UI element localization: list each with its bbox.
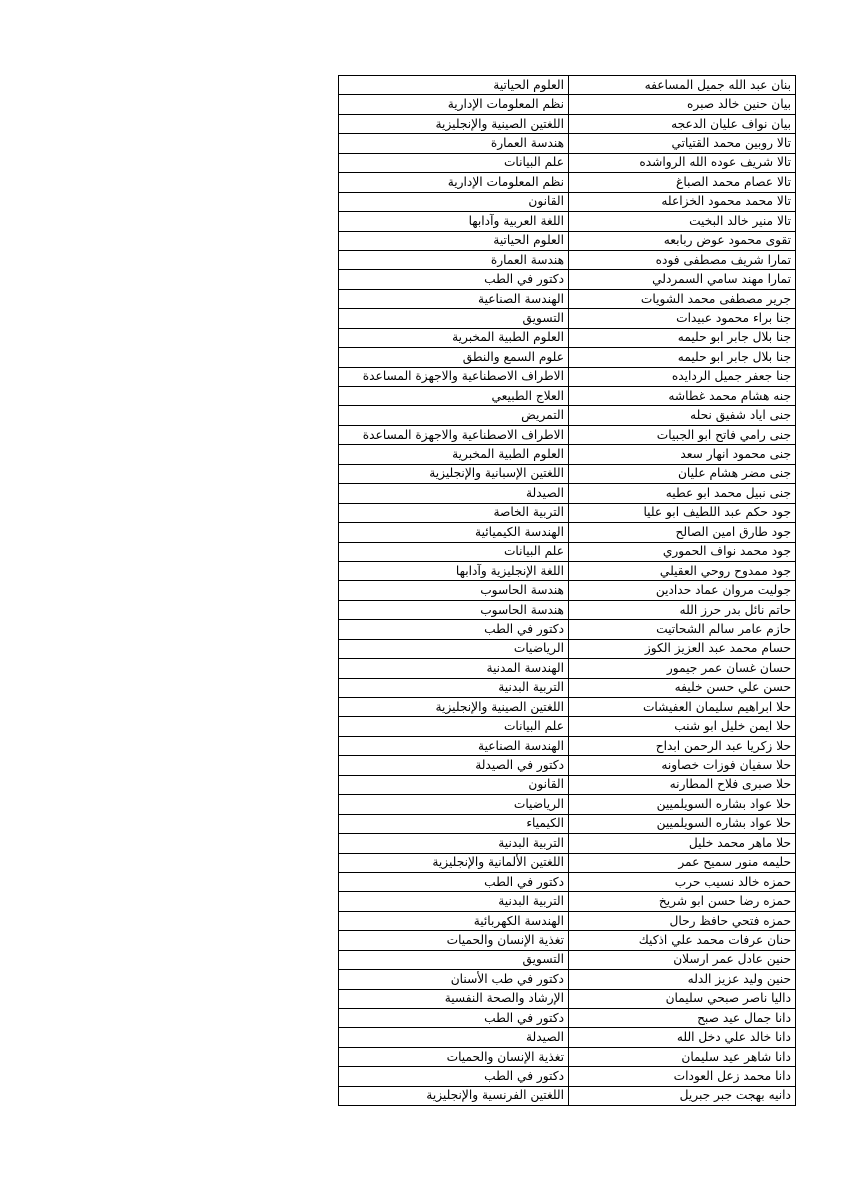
student-name-cell: بنان عبد الله جميل المساعفه (569, 76, 796, 95)
major-cell: اللغتين الصينية والإنجليزية (339, 698, 569, 717)
student-name-cell: دانا محمد زعل العودات (569, 1067, 796, 1086)
major-cell: دكتور في الطب (339, 1067, 569, 1086)
major-cell: العلوم الحياتية (339, 76, 569, 95)
student-name-cell: حلا عواد بشاره السويلميين (569, 814, 796, 833)
student-name-cell: حنين عادل عمر ارسلان (569, 950, 796, 969)
table-row (339, 289, 796, 308)
student-name-cell: داليا ناصر صبحي سليمان (569, 989, 796, 1008)
student-name-cell: دانا جمال عيد صبح (569, 1009, 796, 1028)
table-row (339, 698, 796, 717)
table-row (339, 872, 796, 891)
major-cell: اللغتين الصينية والإنجليزية (339, 114, 569, 133)
student-name-cell: بيان حنين خالد صبره (569, 95, 796, 114)
student-name-cell: بيان نواف عليان الدعجه (569, 114, 796, 133)
student-name-cell: دانا خالد علي دخل الله (569, 1028, 796, 1047)
major-cell: اللغتين الألمانية والإنجليزية (339, 853, 569, 872)
student-major-table (338, 75, 796, 1106)
table-row (339, 892, 796, 911)
major-cell: الاطراف الاصطناعية والاجهزة المساعدة (339, 367, 569, 386)
table-row (339, 911, 796, 930)
table-row (339, 523, 796, 542)
student-name-cell: جنى مضر هشام عليان (569, 464, 796, 483)
student-name-cell: حلا زكريا عبد الرحمن ابداح (569, 736, 796, 755)
table-row (339, 834, 796, 853)
table-row (339, 309, 796, 328)
major-cell: التسويق (339, 309, 569, 328)
major-cell: هندسة الحاسوب (339, 600, 569, 619)
student-name-cell: حمزه خالد نسيب حرب (569, 872, 796, 891)
student-name-cell: جنه هشام محمد غطاشه (569, 387, 796, 406)
table-row (339, 950, 796, 969)
student-name-cell: جود ممدوح روحي العقيلي (569, 561, 796, 580)
major-cell: هندسة العمارة (339, 134, 569, 153)
major-cell: تغذية الإنسان والحميات (339, 931, 569, 950)
table-row (339, 231, 796, 250)
table-row (339, 406, 796, 425)
student-name-cell: حمزه رضا حسن ابو شريخ (569, 892, 796, 911)
table-row (339, 795, 796, 814)
table-row (339, 639, 796, 658)
major-cell: دكتور في الطب (339, 872, 569, 891)
major-cell: الهندسة المدنية (339, 659, 569, 678)
major-cell: التربية البدنية (339, 892, 569, 911)
major-cell: الكيمياء (339, 814, 569, 833)
table-row (339, 970, 796, 989)
student-name-cell: جنا بلال جابر ابو حليمه (569, 348, 796, 367)
major-cell: القانون (339, 775, 569, 794)
table-row (339, 328, 796, 347)
table-row (339, 1086, 796, 1105)
table-row (339, 484, 796, 503)
major-cell: الهندسة الصناعية (339, 289, 569, 308)
table-row (339, 989, 796, 1008)
major-cell: هندسة العمارة (339, 250, 569, 269)
student-name-cell: دانيه بهجت جبر جبريل (569, 1086, 796, 1105)
table-row (339, 387, 796, 406)
major-cell: العلوم الطبية المخبرية (339, 328, 569, 347)
table-row (339, 814, 796, 833)
major-cell: الإرشاد والصحة النفسية (339, 989, 569, 1008)
table-row (339, 153, 796, 172)
table-row (339, 1009, 796, 1028)
table-row (339, 114, 796, 133)
major-cell: اللغتين الفرنسية والإنجليزية (339, 1086, 569, 1105)
table-row (339, 581, 796, 600)
student-name-cell: جنا جعفر جميل الردايده (569, 367, 796, 386)
major-cell: التسويق (339, 950, 569, 969)
major-cell: الصيدلة (339, 1028, 569, 1047)
student-name-cell: تمارا مهند سامي السمردلي (569, 270, 796, 289)
table-row (339, 1047, 796, 1066)
student-name-cell: تالا شريف عوده الله الرواشده (569, 153, 796, 172)
table-row (339, 775, 796, 794)
major-cell: التربية الخاصة (339, 503, 569, 522)
table-row (339, 659, 796, 678)
table-row (339, 853, 796, 872)
table-row (339, 600, 796, 619)
table-row (339, 134, 796, 153)
table-row (339, 250, 796, 269)
table-row (339, 503, 796, 522)
major-cell: الهندسة الكهربائية (339, 911, 569, 930)
student-name-cell: جود طارق امين الصالح (569, 523, 796, 542)
table-body (339, 76, 796, 1106)
table-row (339, 445, 796, 464)
student-name-cell: جود محمد نواف الحموري (569, 542, 796, 561)
major-cell: الرياضيات (339, 639, 569, 658)
table-row (339, 1028, 796, 1047)
student-name-cell: جنى محمود انهار سعد (569, 445, 796, 464)
table-row (339, 717, 796, 736)
major-cell: دكتور في الطب (339, 620, 569, 639)
table-row (339, 173, 796, 192)
student-name-cell: تمارا شريف مصطفى فوده (569, 250, 796, 269)
major-cell: العلوم الطبية المخبرية (339, 445, 569, 464)
major-cell: العلاج الطبيعي (339, 387, 569, 406)
student-name-cell: جنى اياد شفيق نحله (569, 406, 796, 425)
major-cell: العلوم الحياتية (339, 231, 569, 250)
student-name-cell: حازم عامر سالم الشحاتيت (569, 620, 796, 639)
student-name-cell: تالا عصام محمد الصباغ (569, 173, 796, 192)
major-cell: الاطراف الاصطناعية والاجهزة المساعدة (339, 425, 569, 444)
table-row (339, 1067, 796, 1086)
student-name-cell: حمزه فتحي حافظ رحال (569, 911, 796, 930)
table-row (339, 756, 796, 775)
table-row (339, 736, 796, 755)
major-cell: علم البيانات (339, 542, 569, 561)
student-name-cell: جنى رامي فاتح ابو الجبيات (569, 425, 796, 444)
student-name-cell: تالا منير خالد البخيت (569, 212, 796, 231)
major-cell: دكتور في الطب (339, 1009, 569, 1028)
major-cell: الهندسة الكيميائية (339, 523, 569, 542)
major-cell: دكتور في الطب (339, 270, 569, 289)
major-cell: نظم المعلومات الإدارية (339, 95, 569, 114)
major-cell: هندسة الحاسوب (339, 581, 569, 600)
student-name-cell: حلا عواد بشاره السويلميين (569, 795, 796, 814)
table-row (339, 542, 796, 561)
student-name-cell: حلا ايمن خليل ابو شنب (569, 717, 796, 736)
student-name-cell: حسن علي حسن خليفه (569, 678, 796, 697)
table-row (339, 620, 796, 639)
student-name-cell: جود حكم عبد اللطيف ابو عليا (569, 503, 796, 522)
student-name-cell: حسان غسان عمر جيمور (569, 659, 796, 678)
student-name-cell: حلا صبرى فلاح المطارنه (569, 775, 796, 794)
major-cell: علوم السمع والنطق (339, 348, 569, 367)
student-name-cell: حليمه منور سميح عمر (569, 853, 796, 872)
major-cell: الهندسة الصناعية (339, 736, 569, 755)
student-name-cell: دانا شاهر عيد سليمان (569, 1047, 796, 1066)
student-name-cell: حنان عرفات محمد علي اذكيك (569, 931, 796, 950)
table-row (339, 95, 796, 114)
student-name-cell: حنين وليد عزيز الدله (569, 970, 796, 989)
major-cell: التمريض (339, 406, 569, 425)
student-name-cell: تالا محمد محمود الخزاعله (569, 192, 796, 211)
major-cell: نظم المعلومات الإدارية (339, 173, 569, 192)
major-cell: القانون (339, 192, 569, 211)
major-cell: الصيدلة (339, 484, 569, 503)
student-name-cell: حلا سفيان فوزات خصاونه (569, 756, 796, 775)
student-name-cell: تالا روبين محمد القتياتي (569, 134, 796, 153)
student-name-cell: جنى نبيل محمد ابو عطيه (569, 484, 796, 503)
student-name-cell: جرير مصطفى محمد الشويات (569, 289, 796, 308)
major-cell: التربية البدنية (339, 678, 569, 697)
table-row (339, 76, 796, 95)
major-cell: الرياضيات (339, 795, 569, 814)
student-name-cell: جوليت مروان عماد حدادين (569, 581, 796, 600)
major-cell: دكتور في الصيدلة (339, 756, 569, 775)
student-name-cell: حلا ابراهيم سليمان العفيشات (569, 698, 796, 717)
table-row (339, 367, 796, 386)
major-cell: التربية البدنية (339, 834, 569, 853)
student-name-cell: حاتم نائل بدر حرز الله (569, 600, 796, 619)
student-name-cell: جنا براء محمود عبيدات (569, 309, 796, 328)
major-cell: علم البيانات (339, 153, 569, 172)
table-row (339, 678, 796, 697)
student-name-cell: تقوى محمود عوض ربابعه (569, 231, 796, 250)
major-cell: اللغة الإنجليزية وآدابها (339, 561, 569, 580)
major-cell: اللغة العربية وآدابها (339, 212, 569, 231)
table-row (339, 192, 796, 211)
table-row (339, 425, 796, 444)
major-cell: دكتور في طب الأسنان (339, 970, 569, 989)
major-cell: اللغتين الإسبانية والإنجليزية (339, 464, 569, 483)
student-name-cell: حلا ماهر محمد خليل (569, 834, 796, 853)
major-cell: علم البيانات (339, 717, 569, 736)
table-row (339, 212, 796, 231)
table-row (339, 270, 796, 289)
table-row (339, 931, 796, 950)
table-row (339, 464, 796, 483)
table-row (339, 561, 796, 580)
table-row (339, 348, 796, 367)
major-cell: تغذية الإنسان والحميات (339, 1047, 569, 1066)
student-name-cell: حسام محمد عبد العزيز الكوز (569, 639, 796, 658)
student-name-cell: جنا بلال جابر ابو حليمه (569, 328, 796, 347)
